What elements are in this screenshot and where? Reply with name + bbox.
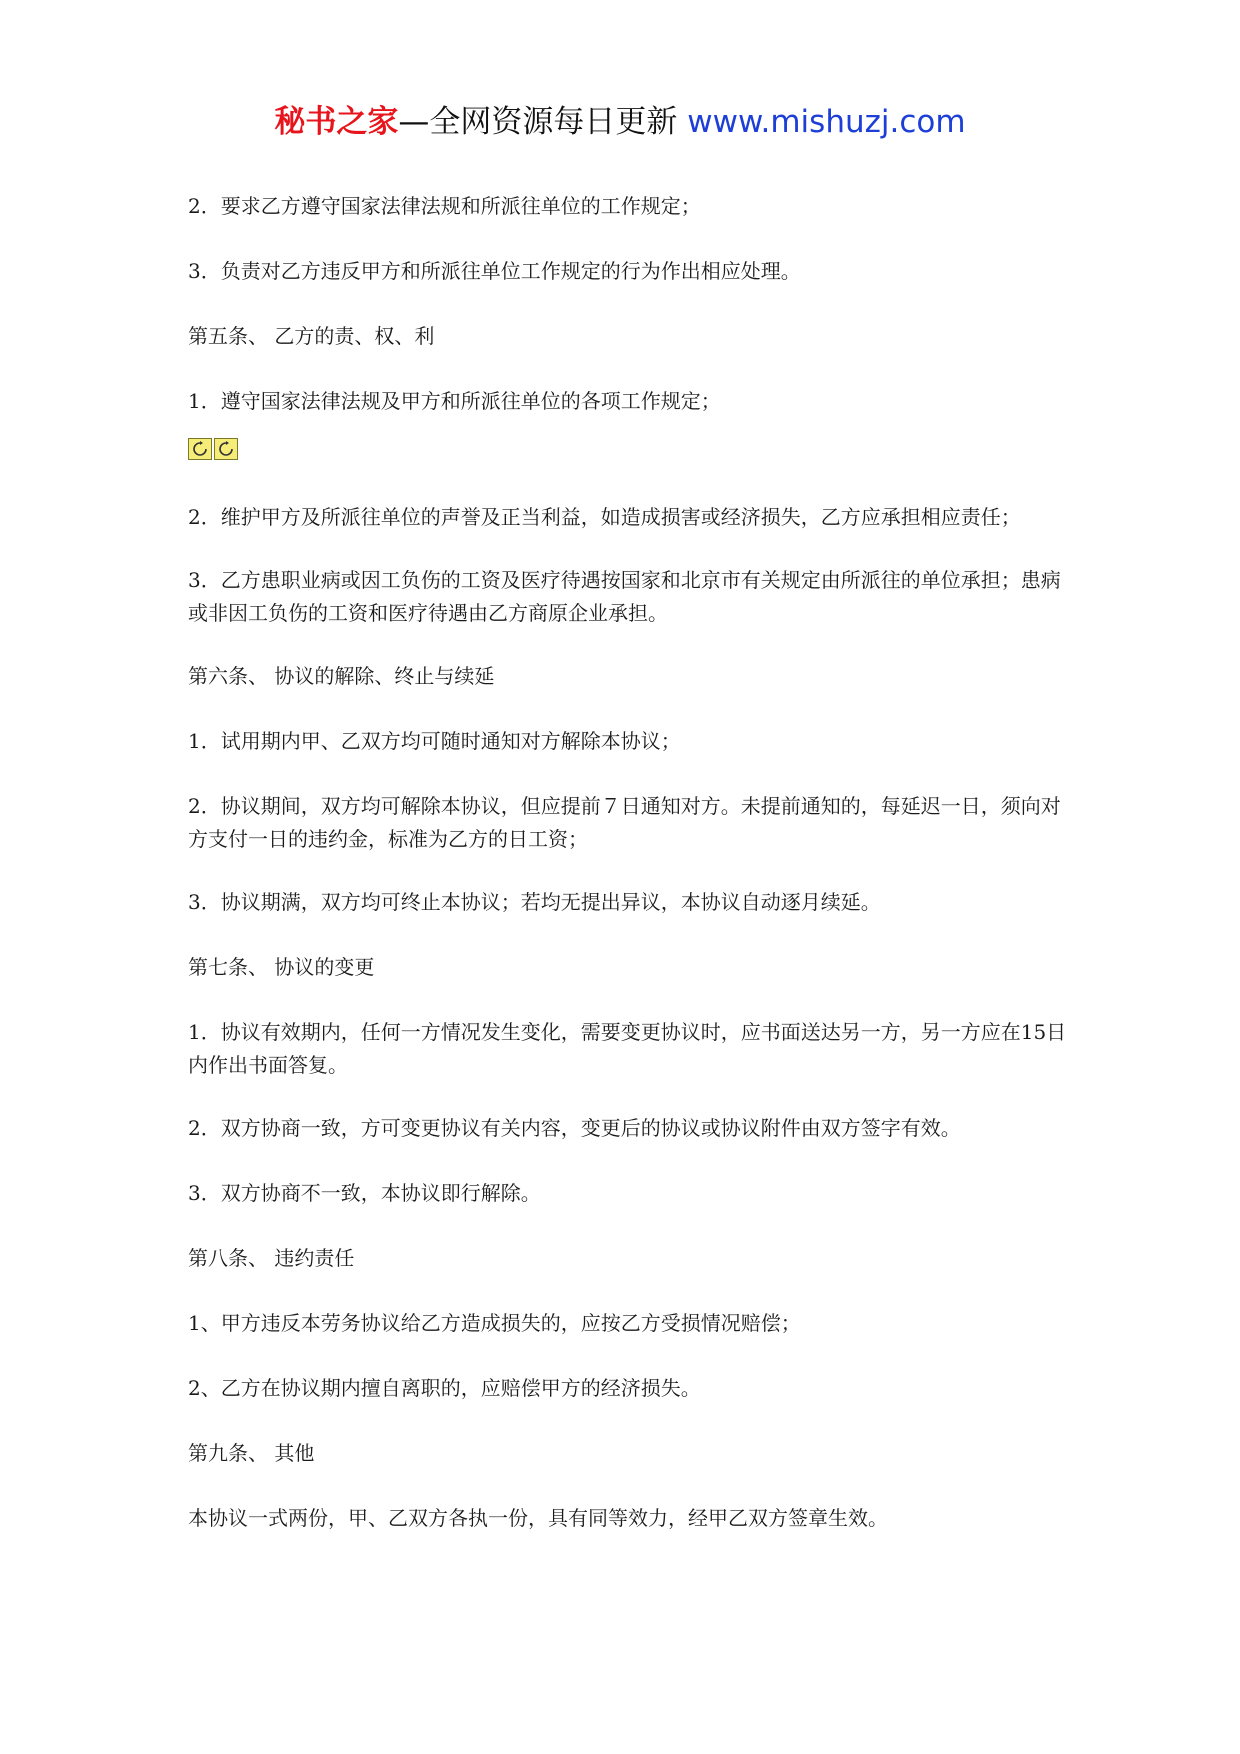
site-url-link[interactable]: www.mishuzj.com <box>687 104 966 140</box>
clause-9-body: 本协议一式两份，甲、乙双方各执一份，具有同等效力，经甲乙双方签章生效。 <box>188 1506 888 1530</box>
header-slogan: —全网资源每日更新 <box>398 104 678 140</box>
clause-5-item-1: 1．遵守国家法律法规及甲方和所派往单位的各项工作规定； <box>188 389 721 413</box>
clause-8-item-1: 1、甲方违反本劳务协议给乙方造成损失的，应按乙方受损情况赔偿； <box>188 1311 801 1335</box>
refresh-icon[interactable] <box>214 438 238 460</box>
embedded-icons <box>188 438 1068 462</box>
clause-4-item-2: 2．要求乙方遵守国家法律法规和所派往单位的工作规定； <box>188 194 701 218</box>
clause-6-item-2: 2．协议期间，双方均可解除本协议，但应提前７日通知对方。未提前通知的，每延迟一日，须向对方支付一日的违约金，标准为乙方的日工资； <box>188 794 1061 851</box>
section-heading-6: 第六条、 协议的解除、终止与续延 <box>188 664 495 688</box>
section-heading-7: 第七条、 协议的变更 <box>188 955 375 979</box>
clause-5-item-3: 3．乙方患职业病或因工负伤的工资及医疗待遇按国家和北京市有关规定由所派往的单位承担；患病或非因工负伤的工资和医疗待遇由乙方商原企业承担。 <box>188 568 1061 625</box>
brand-name: 秘书之家 <box>274 104 399 140</box>
clause-7-item-2: 2．双方协商一致，方可变更协议有关内容，变更后的协议或协议附件由双方签字有效。 <box>188 1116 961 1140</box>
section-heading-5: 第五条、 乙方的责、权、利 <box>188 324 435 348</box>
site-header <box>0 100 1240 144</box>
section-heading-8: 第八条、 违约责任 <box>188 1246 355 1270</box>
clause-6-item-3: 3．协议期满，双方均可终止本协议；若均无提出异议，本协议自动逐月续延。 <box>188 890 881 914</box>
section-heading-9: 第九条、 其他 <box>188 1441 315 1465</box>
clause-7-item-1: 1．协议有效期内，任何一方情况发生变化，需要变更协议时，应书面送达另一方，另一方应在15日内作出书面答复。 <box>188 1020 1067 1077</box>
clause-7-item-3: 3．双方协商不一致，本协议即行解除。 <box>188 1181 541 1205</box>
document-body <box>188 190 1068 1567</box>
clause-5-item-2: 2．维护甲方及所派往单位的声誉及正当利益，如造成损害或经济损失，乙方应承担相应责任； <box>188 505 1021 529</box>
refresh-icon[interactable] <box>188 438 212 460</box>
clause-6-item-1: 1．试用期内甲、乙双方均可随时通知对方解除本协议； <box>188 729 681 753</box>
clause-8-item-2: 2、乙方在协议期内擅自离职的，应赔偿甲方的经济损失。 <box>188 1376 701 1400</box>
clause-4-item-3: 3．负责对乙方违反甲方和所派往单位工作规定的行为作出相应处理。 <box>188 259 801 283</box>
